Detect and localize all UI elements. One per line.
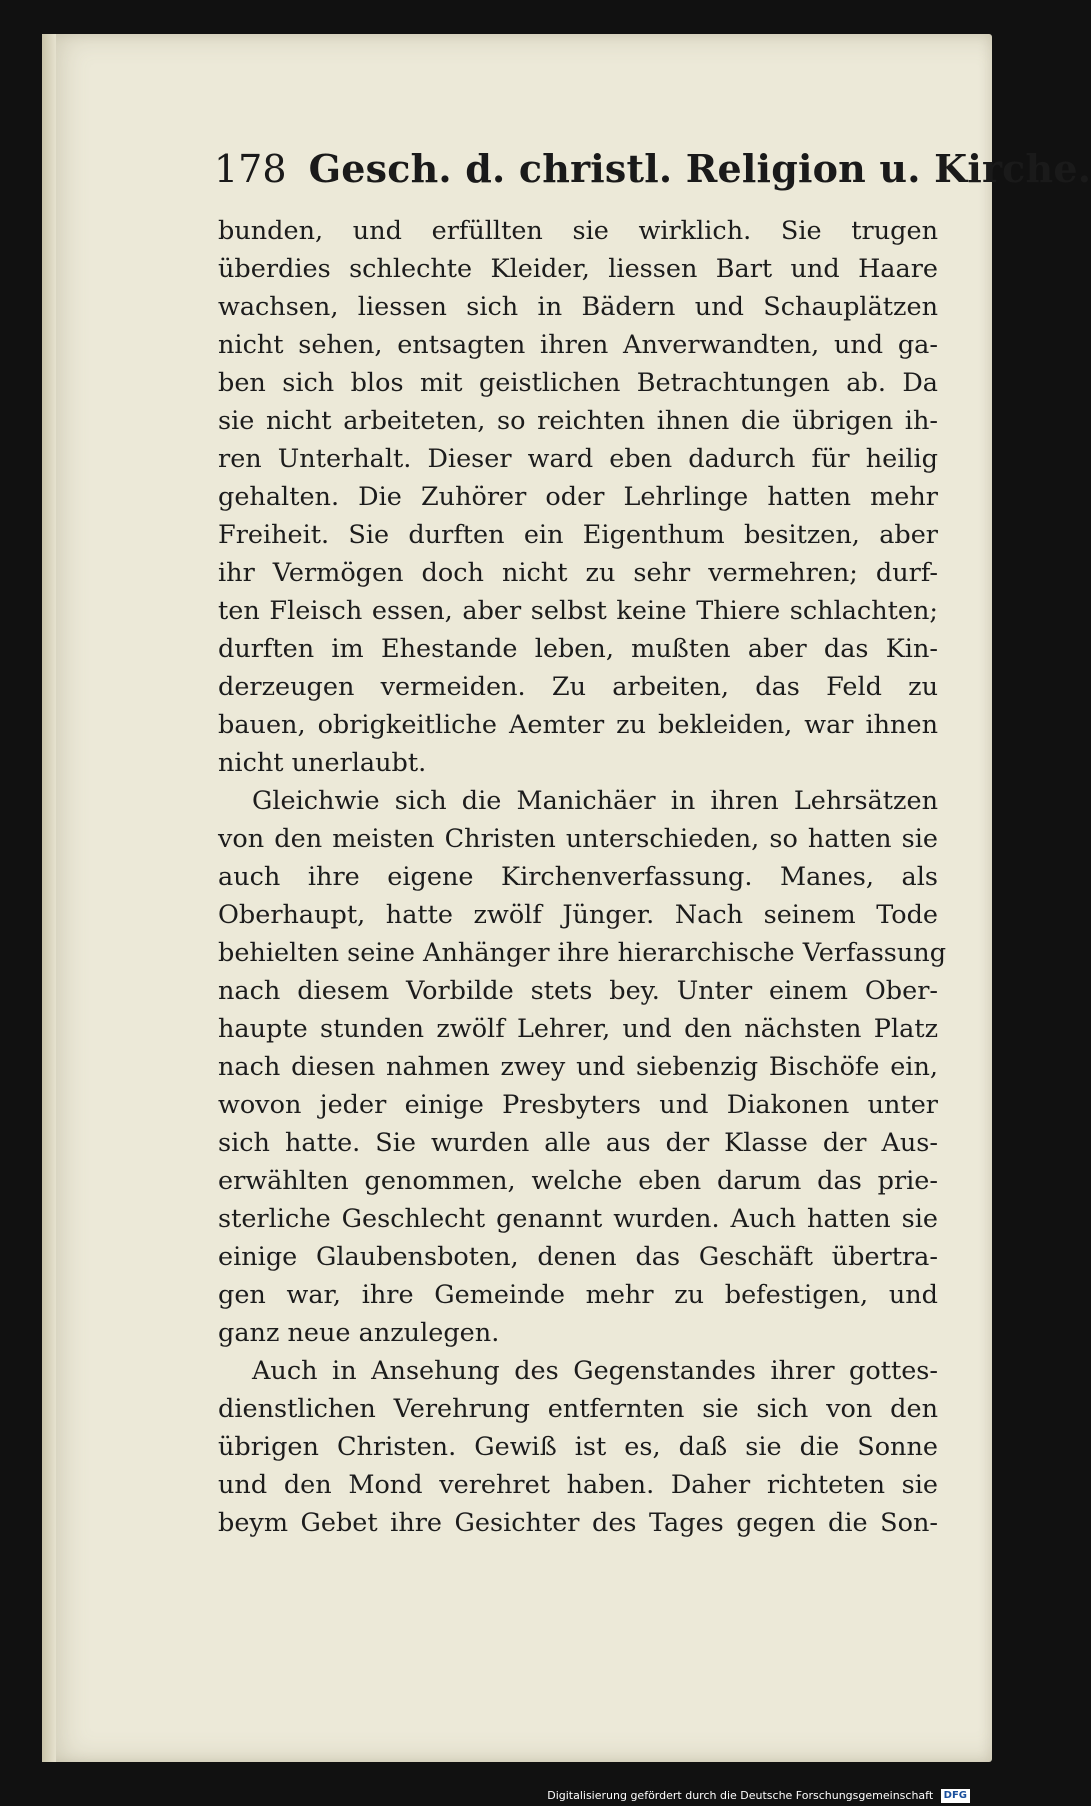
text-line: Freiheit. Sie durften ein Eigenthum besitzen, aber [218, 520, 938, 550]
text-line: sich hatte. Sie wurden alle aus der Klasse der Aus- [218, 1128, 938, 1158]
text-line: gehalten. Die Zuhörer oder Lehrlinge hatten mehr [218, 482, 938, 512]
running-title: Gesch. d. christl. Religion u. Kirche. [308, 146, 1091, 191]
text-line: nicht sehen, entsagten ihren Anverwandten, und ga- [218, 330, 938, 360]
dfg-logo: DFG [941, 1789, 970, 1803]
text-line: gen war, ihre Gemeinde mehr zu befestigen, und [218, 1280, 938, 1310]
text-line: erwählten genommen, welche eben darum das prie- [218, 1166, 938, 1196]
text-line: bunden, und erfüllten sie wirklich. Sie trugen [218, 216, 938, 246]
text-line: ben sich blos mit geistlichen Betrachtungen ab. Da [218, 368, 938, 398]
text-line: ten Fleisch essen, aber selbst keine Thiere schlachten; [218, 596, 938, 626]
text-line: sie nicht arbeiteten, so reichten ihnen die übrigen ih- [218, 406, 938, 436]
page-number: 178 [214, 147, 287, 191]
page-header [214, 146, 1091, 200]
text-line: behielten seine Anhänger ihre hierarchische Verfassung [218, 938, 947, 968]
digitization-credit [547, 1786, 970, 1806]
text-line: bauen, obrigkeitliche Aemter zu bekleiden, war ihnen [218, 710, 938, 740]
text-line: überdies schlechte Kleider, liessen Bart und Haare [218, 254, 938, 284]
text-line: sterliche Geschlecht genannt wurden. Auch hatten sie [218, 1204, 938, 1234]
text-line: nicht unerlaubt. [218, 748, 427, 778]
text-line: auch ihre eigene Kirchenverfassung. Manes, als [218, 862, 938, 892]
credit-text: Digitalisierung gefördert durch die Deutsche Forschungsgemeinschaft [547, 1789, 934, 1802]
text-line: wachsen, liessen sich in Bädern und Schauplätzen [218, 292, 938, 322]
text-line: nach diesem Vorbilde stets bey. Unter einem Ober- [218, 976, 938, 1006]
text-line: Auch in Ansehung des Gegenstandes ihrer gottes- [252, 1356, 938, 1386]
text-line: und den Mond verehret haben. Daher richteten sie [218, 1470, 938, 1500]
text-line: haupte stunden zwölf Lehrer, und den nächsten Platz [218, 1014, 938, 1044]
text-line: dienstlichen Verehrung entfernten sie sich von den [218, 1394, 938, 1424]
text-line: durften im Ehestande leben, mußten aber das Kin- [218, 634, 938, 664]
text-line: einige Glaubensboten, denen das Geschäft übertra- [218, 1242, 938, 1272]
text-line: ren Unterhalt. Dieser ward eben dadurch für heilig [218, 444, 938, 474]
body-text [218, 212, 947, 1542]
text-line: wovon jeder einige Presbyters und Diakonen unter [218, 1090, 938, 1120]
page-gutter [42, 34, 56, 1762]
text-line: derzeugen vermeiden. Zu arbeiten, das Feld zu [218, 672, 938, 702]
text-line: Gleichwie sich die Manichäer in ihren Lehrsätzen [252, 786, 938, 816]
text-line: ihr Vermögen doch nicht zu sehr vermehren; durf- [218, 558, 938, 588]
text-line: ganz neue anzulegen. [218, 1318, 500, 1348]
text-line: Oberhaupt, hatte zwölf Jünger. Nach seinem Tode [218, 900, 938, 930]
text-line: von den meisten Christen unterschieden, so hatten sie [218, 824, 938, 854]
text-line: nach diesen nahmen zwey und siebenzig Bischöfe ein, [218, 1052, 938, 1082]
text-line: übrigen Christen. Gewiß ist es, daß sie die Sonne [218, 1432, 938, 1462]
text-line: beym Gebet ihre Gesichter des Tages gegen die Son- [218, 1508, 938, 1538]
